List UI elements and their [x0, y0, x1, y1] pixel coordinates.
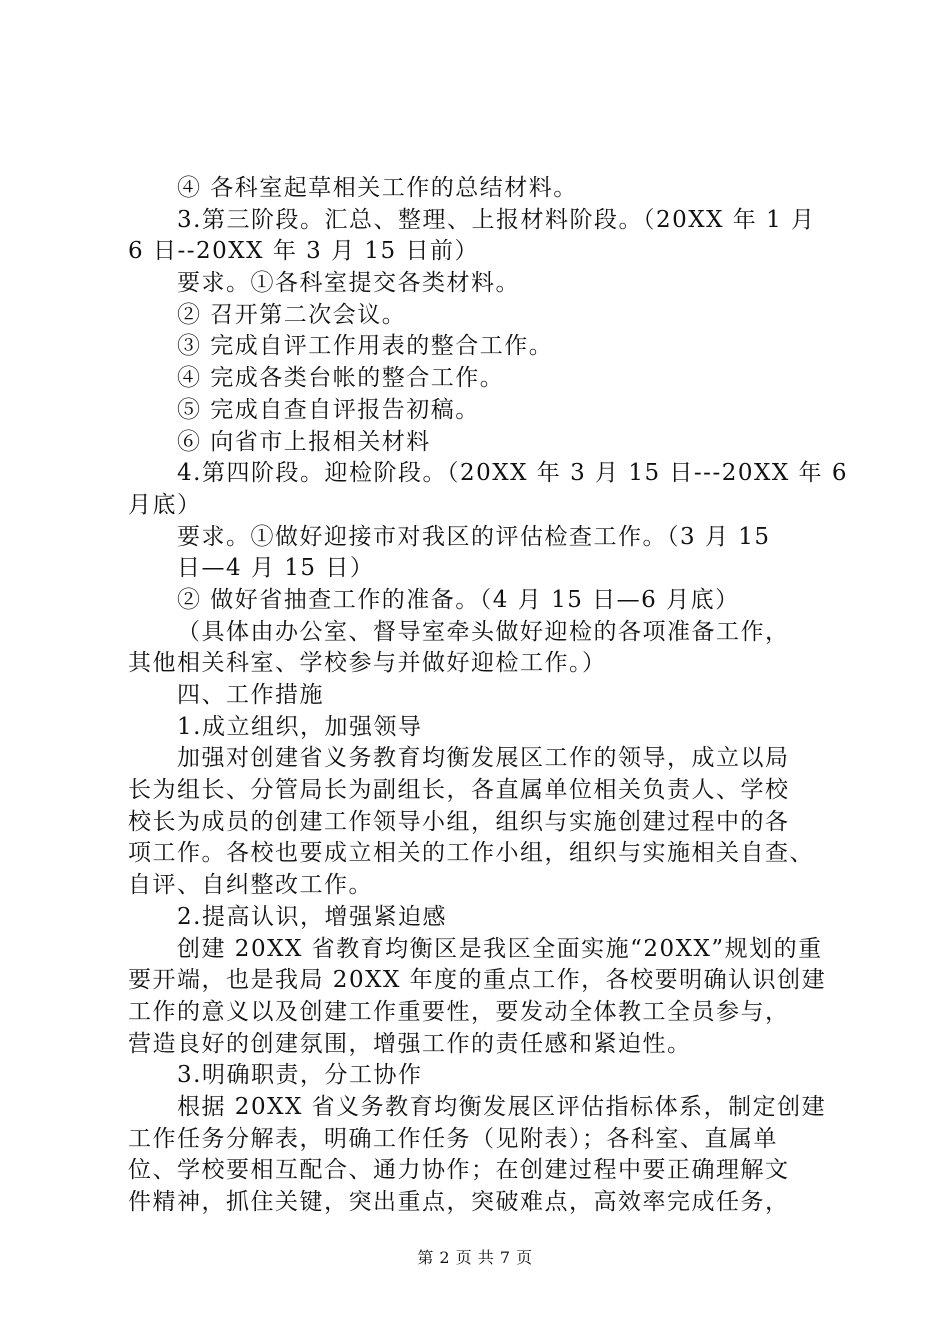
- text-line: ② 召开第二次会议。: [177, 301, 407, 328]
- text-line: 校长为成员的创建工作领导小组，组织与实施创建过程中的各: [128, 808, 790, 835]
- text-line: 长为组长、分管局长为副组长，各直属单位相关负责人、学校: [128, 777, 790, 804]
- subsection-heading: 3.明确职责，分工协作: [177, 1062, 423, 1089]
- text-line: 工作任务分解表，明确工作任务（见附表）；各科室、直属单: [128, 1125, 778, 1152]
- text-line: 要开端，也是我局 20XX 年度的重点工作，各校要明确认识创建: [128, 967, 827, 994]
- text-line: 位、学校要相互配合、通力协作；在创建过程中要正确理解文: [128, 1157, 790, 1184]
- page-number-footer: 第 2 页 共 7 页: [417, 1248, 533, 1267]
- text-line: 工作的意义以及创建工作重要性，要发动全体教工全员参与，: [128, 998, 790, 1025]
- text-line: 营造良好的创建氛围，增强工作的责任感和紧迫性。: [128, 1030, 692, 1057]
- subsection-heading: 1.成立组织，加强领导: [177, 713, 423, 740]
- text-line: 创建 20XX 省教育均衡区是我区全面实施“20XX”规划的重: [177, 935, 823, 962]
- text-line: ③ 完成自评工作用表的整合工作。: [177, 333, 554, 360]
- text-line: 6 日--20XX 年 3 月 15 日前）: [128, 238, 479, 265]
- text-line: 要求。①各科室提交各类材料。: [177, 270, 520, 297]
- text-line: ④ 完成各类台帐的整合工作。: [177, 365, 505, 392]
- text-line: 3.第三阶段。汇总、整理、上报材料阶段。（20XX 年 1 月: [177, 206, 816, 233]
- section-heading: 四、工作措施: [177, 682, 324, 708]
- text-line: 其他相关科室、学校参与并做好迎检工作。）: [128, 650, 607, 677]
- text-line: ⑤ 完成自查自评报告初稿。: [177, 396, 480, 423]
- text-line: 加强对创建省义务教育均衡发展区工作的领导，成立以局: [177, 745, 790, 772]
- text-line: 4.第四阶段。迎检阶段。（20XX 年 3 月 15 日---20XX 年 6: [177, 460, 848, 487]
- text-line: 根据 20XX 省义务教育均衡发展区评估指标体系，制定创建: [177, 1093, 827, 1120]
- text-line: ④ 各科室起草相关工作的总结材料。: [177, 175, 578, 201]
- text-line: ② 做好省抽查工作的准备。（4 月 15 日—6 月底）: [177, 586, 740, 613]
- text-line: ⑥ 向省市上报相关材料: [177, 428, 431, 455]
- text-line: 月底）: [128, 491, 202, 518]
- text-line: （具体由办公室、督导室牵头做好迎检的各项准备工作，: [177, 618, 790, 645]
- text-line: 项工作。各校也要成立相关的工作小组，组织与实施相关自查、: [128, 840, 814, 867]
- document-body: [128, 173, 848, 1219]
- text-line: 件精神，抓住关键，突出重点，突破难点，高效率完成任务，: [128, 1189, 790, 1215]
- subsection-heading: 2.提高认识，增强紧迫感: [177, 903, 447, 930]
- text-line: 自评、自纠整改工作。: [128, 872, 373, 899]
- text-line: 日—4 月 15 日）: [177, 555, 375, 582]
- text-line: 要求。①做好迎接市对我区的评估检查工作。（3 月 15: [177, 523, 771, 550]
